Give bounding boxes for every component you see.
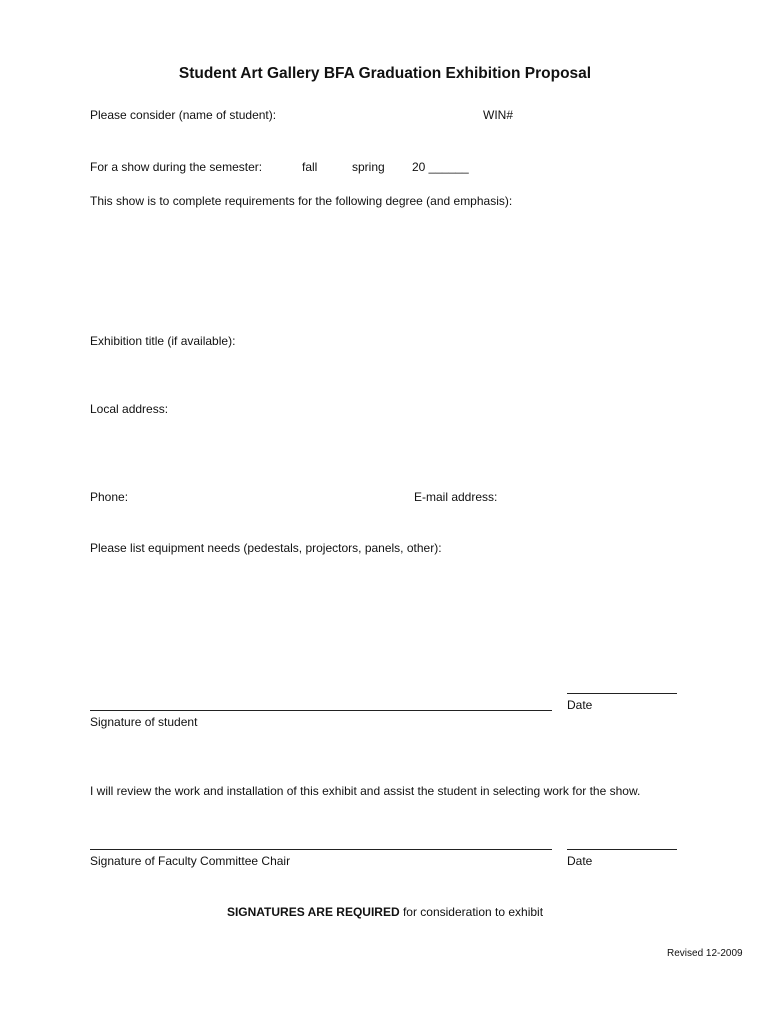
faculty-date-line (567, 849, 677, 850)
exhibition-title-label: Exhibition title (if available): (90, 334, 236, 348)
signature-notice (0, 905, 770, 920)
spring-option: spring (352, 160, 385, 174)
revision-note: Revised 12-2009 (667, 948, 743, 959)
notice-rest: for consideration to exhibit (399, 905, 544, 919)
notice-bold: SIGNATURES ARE REQUIRED (226, 905, 400, 919)
faculty-signature-label: Signature of Faculty Committee Chair (90, 854, 291, 868)
phone-label: Phone: (90, 490, 129, 504)
win-label: WIN# (483, 108, 513, 122)
student-date-line (567, 693, 677, 694)
year-field: 20 ______ (412, 160, 469, 174)
email-label: E-mail address: (414, 490, 498, 504)
faculty-statement: I will review the work and installation of this exhibit and assist the student in selecting work for the show. (90, 784, 641, 798)
semester-label: For a show during the semester: (90, 160, 263, 174)
local-address-label: Local address: (90, 402, 169, 416)
fall-option: fall (302, 160, 318, 174)
student-name-label: Please consider (name of student): (90, 108, 277, 122)
faculty-signature-line (90, 849, 552, 850)
student-date-label: Date (567, 698, 593, 712)
page-title: Student Art Gallery BFA Graduation Exhibition Proposal (178, 65, 592, 82)
student-signature-line (90, 710, 552, 711)
faculty-date-label: Date (567, 854, 593, 868)
degree-label: This show is to complete requirements for the following degree (and emphasis): (90, 194, 513, 208)
student-signature-label: Signature of student (90, 715, 198, 729)
equipment-label: Please list equipment needs (pedestals, projectors, panels, other): (90, 541, 442, 555)
